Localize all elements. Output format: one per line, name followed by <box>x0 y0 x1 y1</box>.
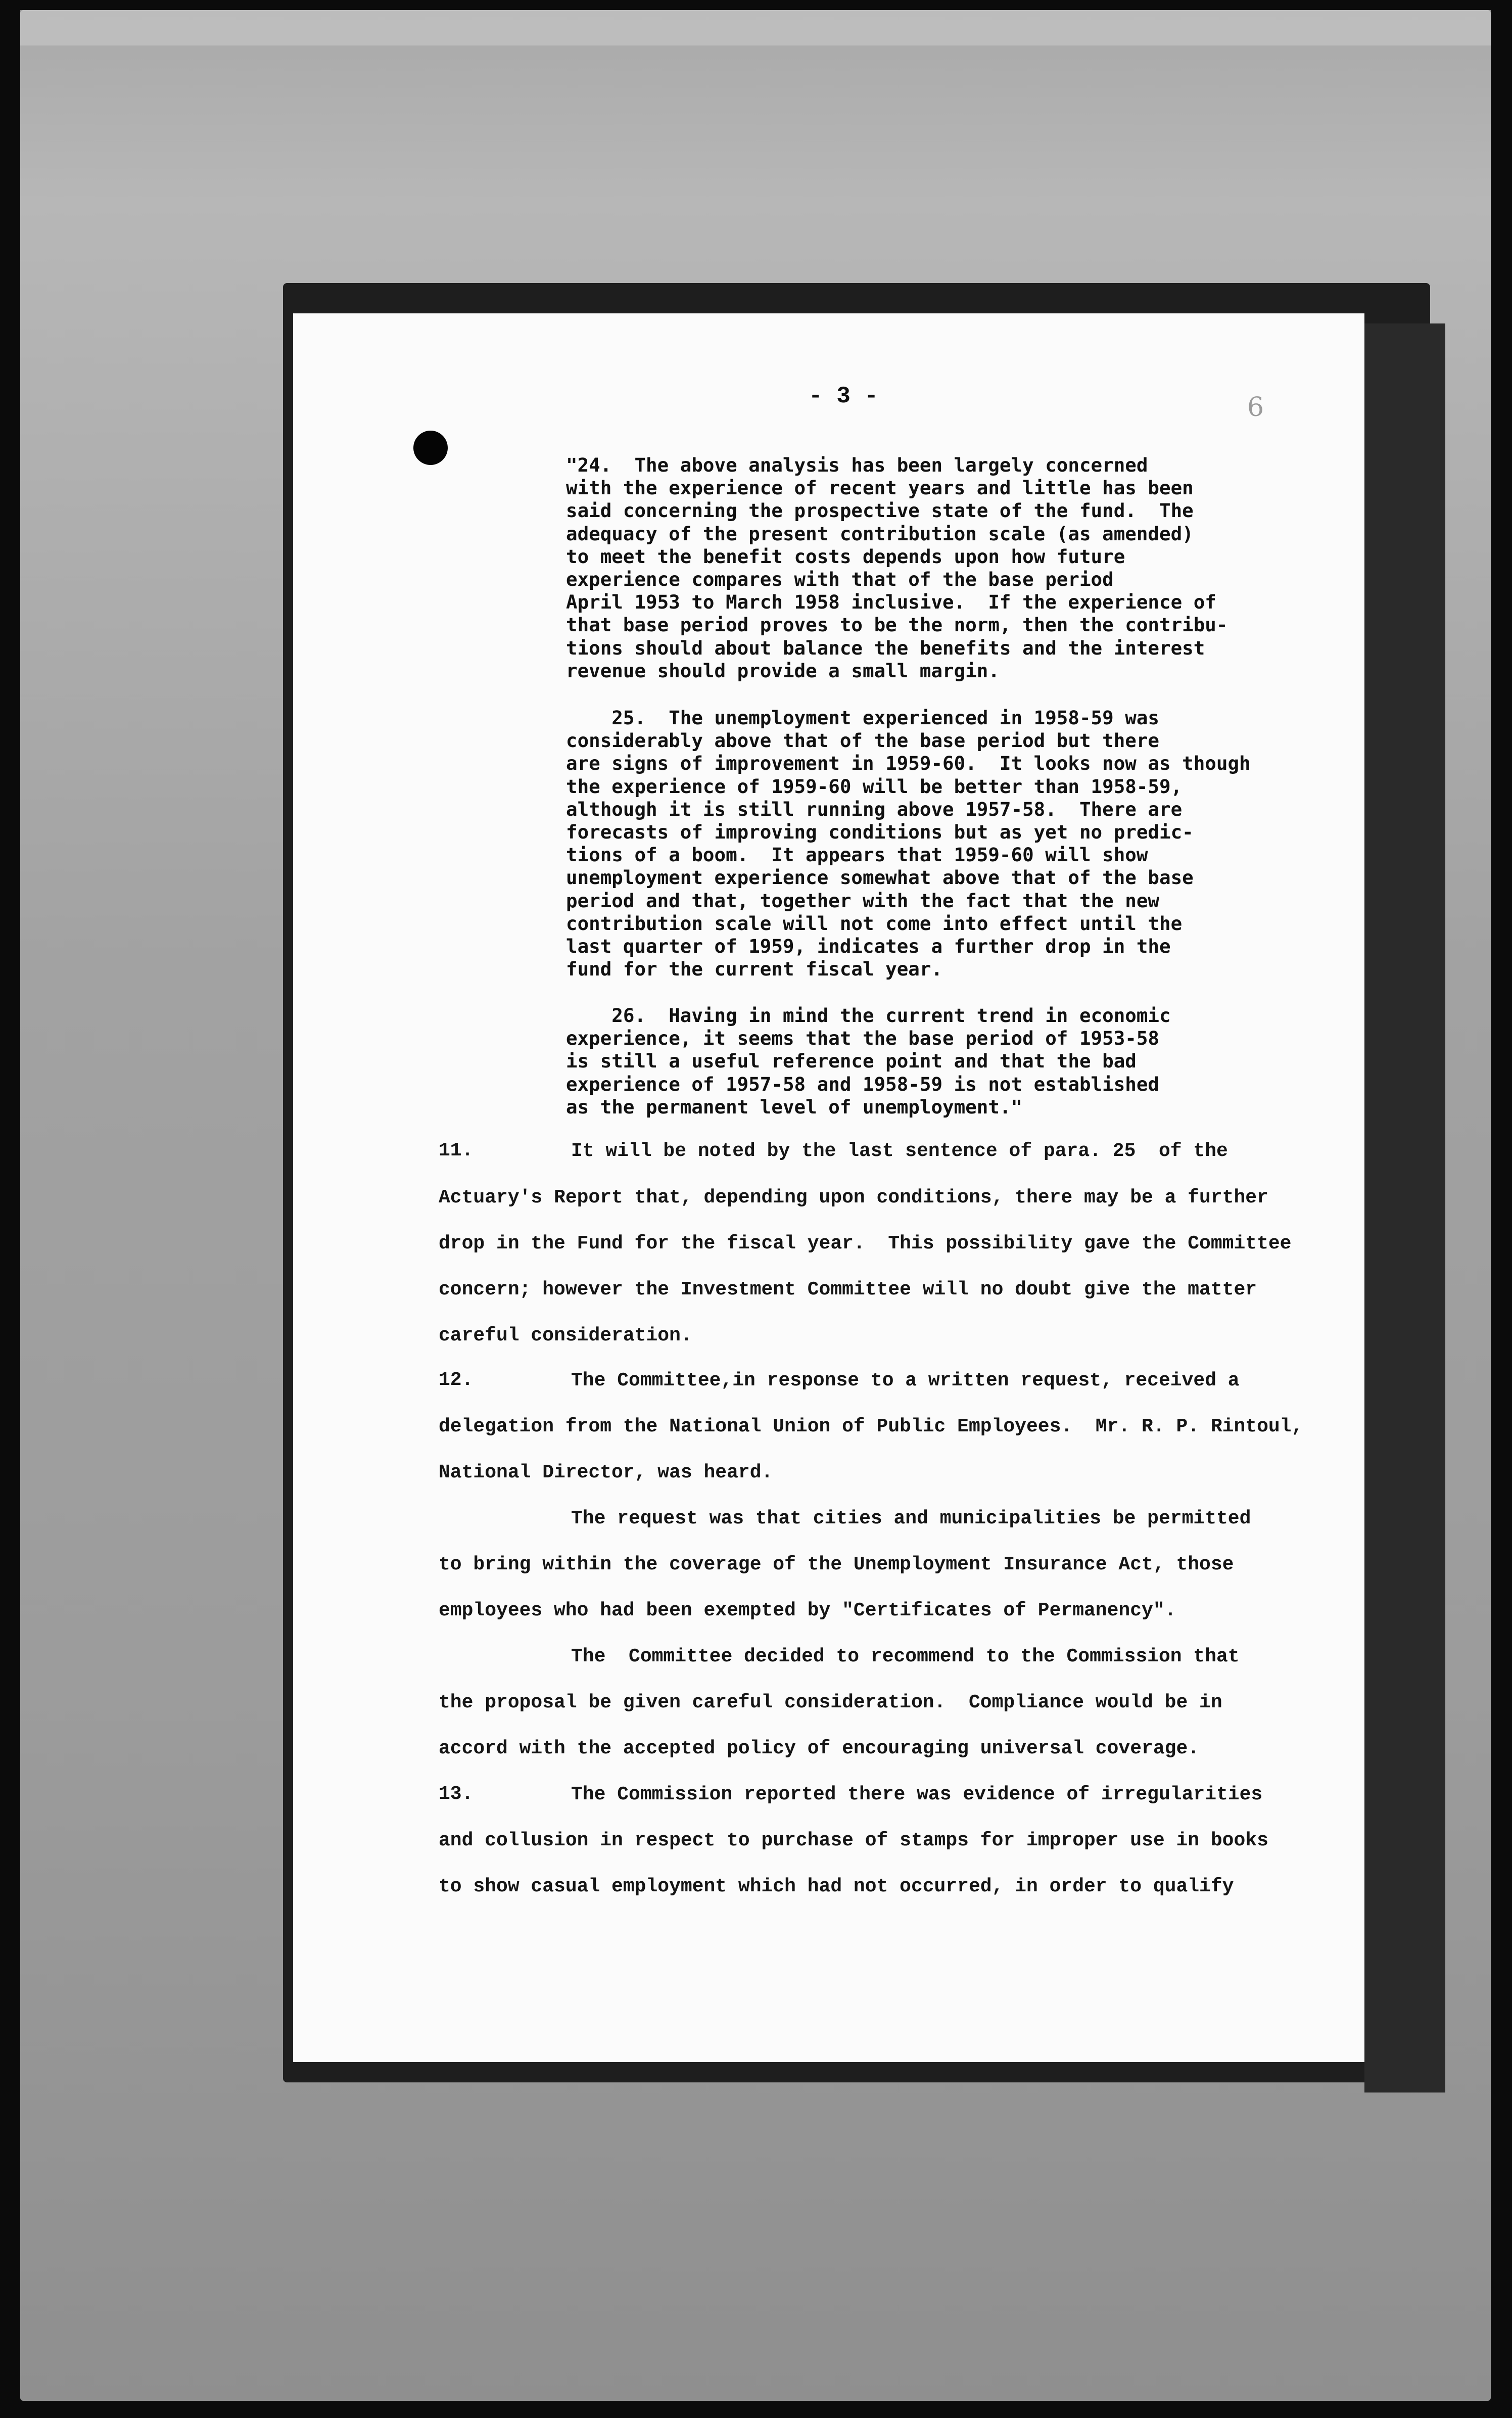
quoted-line: fund for the current fiscal year. <box>566 958 943 981</box>
section-11-line: concern; however the Investment Committee will no doubt give the matter <box>439 1279 1257 1300</box>
section-11-line: Actuary's Report that, depending upon conditions, there may be a further <box>439 1187 1268 1208</box>
punch-hole <box>413 431 448 465</box>
quoted-line: 25. The unemployment experienced in 1958-59 was <box>566 707 1159 729</box>
section-number-12: 12. <box>439 1369 474 1391</box>
quoted-line: forecasts of improving conditions but as yet no predic- <box>566 821 1194 844</box>
quoted-line: experience compares with that of the base period <box>566 568 1114 591</box>
section-12-first-line: The Committee,in response to a written request, received a <box>571 1370 1240 1391</box>
section-12-line: delegation from the National Union of Public Employees. Mr. R. P. Rintoul, <box>439 1416 1303 1437</box>
section-13-line: to show casual employment which had not occurred, in order to qualify <box>439 1876 1234 1897</box>
quoted-line: 26. Having in mind the current trend in economic <box>566 1004 1171 1027</box>
margin-page-mark: 6 <box>1247 392 1264 423</box>
section-11-line: careful consideration. <box>439 1325 692 1346</box>
microfilm-top-band <box>20 10 1491 45</box>
quoted-line: unemployment experience somewhat above that of the base <box>566 866 1194 889</box>
quoted-paragraph-24 <box>566 454 1273 682</box>
quoted-line: April 1953 to March 1958 inclusive. If the experience of <box>566 591 1216 614</box>
section-number-11: 11. <box>439 1140 474 1161</box>
section-number-13: 13. <box>439 1783 474 1805</box>
quoted-line: the experience of 1959-60 will be better than 1958-59, <box>566 775 1183 798</box>
quoted-line: period and that, together with the fact that the new <box>566 889 1159 912</box>
quoted-line: experience of 1957-58 and 1958-59 is not established <box>566 1073 1159 1095</box>
quoted-line: considerably above that of the base period but there <box>566 729 1159 752</box>
quoted-line: adequacy of the present contribution scale (as amended) <box>566 522 1194 545</box>
section-12-paragraph-3-line: the proposal be given careful consideration. Compliance would be in <box>439 1692 1222 1713</box>
quoted-line: to meet the benefit costs depends upon how future <box>566 545 1125 568</box>
quoted-line: are signs of improvement in 1959-60. It looks now as though <box>566 752 1251 775</box>
quoted-line: "24. The above analysis has been largely concerned <box>566 454 1148 476</box>
section-13-first-line: The Commission reported there was evidence of irregularities <box>571 1784 1263 1805</box>
section-12-paragraph-2-line: employees who had been exempted by "Certificates of Permanency". <box>439 1600 1176 1621</box>
quoted-line: said concerning the prospective state of the fund. The <box>566 499 1194 522</box>
quoted-line: last quarter of 1959, indicates a further drop in the <box>566 935 1171 958</box>
section-11-line: drop in the Fund for the fiscal year. This possibility gave the Committee <box>439 1233 1292 1254</box>
quoted-line: that base period proves to be the norm, then the contribu- <box>566 614 1228 636</box>
quoted-line: with the experience of recent years and little has been <box>566 477 1194 499</box>
quoted-line: although it is still running above 1957-58. There are <box>566 798 1183 820</box>
quoted-line: experience, it seems that the base period of 1953-58 <box>566 1027 1159 1050</box>
quoted-paragraph-26 <box>566 1004 1273 1119</box>
quoted-paragraph-25 <box>566 707 1273 981</box>
quoted-line: is still a useful reference point and that the bad <box>566 1050 1137 1073</box>
section-12-paragraph-2-first-line: The request was that cities and municipalities be permitted <box>571 1508 1251 1529</box>
quoted-line: contribution scale will not come into effect until the <box>566 912 1183 935</box>
section-12-line: National Director, was heard. <box>439 1462 773 1483</box>
quoted-line: tions of a boom. It appears that 1959-60 will show <box>566 844 1148 866</box>
section-12-paragraph-3-line: accord with the accepted policy of encouraging universal coverage. <box>439 1738 1200 1759</box>
section-13-line: and collusion in respect to purchase of stamps for improper use in books <box>439 1830 1268 1851</box>
section-12-paragraph-2-line: to bring within the coverage of the Unemployment Insurance Act, those <box>439 1554 1234 1575</box>
page-shadow-edge <box>1364 323 1445 2092</box>
quoted-line: as the permanent level of unemployment." <box>566 1095 1023 1118</box>
section-12-paragraph-3-first-line: The Committee decided to recommend to the Commission that <box>571 1646 1240 1667</box>
page-number: - 3 - <box>809 383 879 409</box>
quoted-line: revenue should provide a small margin. <box>566 659 1000 682</box>
section-11-first-line: It will be noted by the last sentence of para. 25 of the <box>571 1140 1228 1162</box>
quoted-line: tions should about balance the benefits and the interest <box>566 636 1205 659</box>
